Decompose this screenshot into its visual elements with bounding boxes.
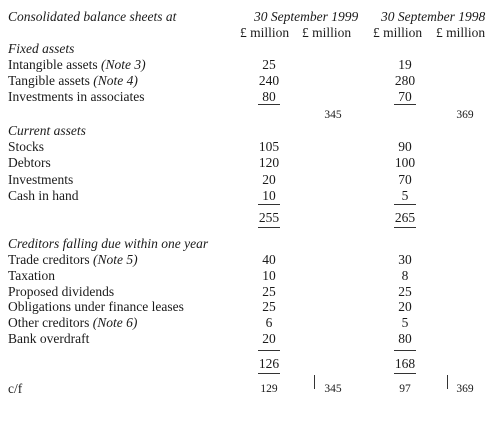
value-1998: 280 — [394, 73, 416, 88]
creditors-total-1998: 168 — [394, 356, 416, 371]
row-label: Investments — [8, 172, 74, 187]
row-label: Taxation — [8, 268, 56, 283]
value-1999: 240 — [258, 73, 280, 88]
row-label: Other creditors (Note 6) — [8, 315, 138, 330]
value-1999: 10 — [262, 188, 276, 203]
subtotal-rule — [394, 227, 416, 228]
column-header-1999: 30 September 1999 — [254, 9, 359, 24]
row-label: Investments in associates — [8, 89, 145, 104]
current-assets-total-1999: 255 — [258, 210, 280, 225]
row-label: Obligations under finance leases — [8, 299, 184, 314]
subtotal-rule — [258, 104, 280, 105]
value-1999: 10 — [262, 268, 276, 283]
section-heading-fixed-assets: Fixed assets — [8, 41, 75, 56]
subtotal-rule — [394, 350, 416, 351]
row-label: Stocks — [8, 139, 45, 154]
value-1998: 80 — [398, 331, 412, 346]
value-1999: 25 — [262, 299, 276, 314]
current-assets-total-1998: 265 — [394, 210, 416, 225]
subtotal-rule — [394, 104, 416, 105]
subtotal-rule — [258, 227, 280, 228]
value-1999: 20 — [262, 331, 276, 346]
net-current-1999: 129 — [260, 383, 278, 395]
unit-label-1998-a: £ million — [373, 25, 423, 40]
value-1999: 20 — [262, 172, 276, 187]
value-1998: 8 — [401, 268, 409, 283]
value-1998: 19 — [398, 57, 412, 72]
value-1998: 90 — [398, 139, 412, 154]
fixed-assets-total-1999: 345 — [324, 109, 342, 121]
value-1999: 120 — [258, 155, 280, 170]
value-1999: 105 — [258, 139, 280, 154]
section-heading-current-assets: Current assets — [8, 123, 86, 138]
column-header-1998: 30 September 1998 — [381, 9, 486, 24]
section-heading-creditors: Creditors falling due within one year — [8, 236, 209, 251]
subtotal-rule — [258, 350, 280, 351]
value-1998: 25 — [398, 284, 412, 299]
row-label: Cash in hand — [8, 188, 79, 203]
value-1999: 25 — [262, 284, 276, 299]
value-1998: 100 — [394, 155, 416, 170]
row-label: Debtors — [8, 155, 51, 170]
value-1998: 5 — [401, 188, 409, 203]
value-1999: 25 — [262, 57, 276, 72]
row-label: Intangible assets (Note 3) — [8, 57, 146, 72]
value-1999: 80 — [262, 89, 276, 104]
column-divider — [447, 375, 448, 389]
subtotal-rule — [394, 204, 416, 205]
table-title: Consolidated balance sheets at — [8, 9, 177, 24]
unit-label-1999-a: £ million — [240, 25, 290, 40]
value-1998: 30 — [398, 252, 412, 267]
value-1998: 70 — [398, 172, 412, 187]
fixed-assets-total-1998: 369 — [456, 109, 474, 121]
subtotal-rule — [394, 373, 416, 374]
creditors-total-1999: 126 — [258, 356, 280, 371]
fixed-carried-1998: 369 — [456, 383, 474, 395]
column-divider — [314, 375, 315, 389]
carried-forward-label: c/f — [8, 381, 23, 396]
unit-label-1998-b: £ million — [436, 25, 486, 40]
row-label: Tangible assets (Note 4) — [8, 73, 138, 88]
value-1998: 70 — [398, 89, 412, 104]
subtotal-rule — [258, 373, 280, 374]
row-label: Trade creditors (Note 5) — [8, 252, 138, 267]
unit-label-1999-b: £ million — [302, 25, 352, 40]
subtotal-rule — [258, 204, 280, 205]
value-1999: 40 — [262, 252, 276, 267]
row-label: Proposed dividends — [8, 284, 115, 299]
value-1998: 5 — [401, 315, 409, 330]
value-1998: 20 — [398, 299, 412, 314]
fixed-carried-1999: 345 — [324, 383, 342, 395]
row-label: Bank overdraft — [8, 331, 90, 346]
net-current-1998: 97 — [399, 383, 411, 395]
value-1999: 6 — [265, 315, 273, 330]
